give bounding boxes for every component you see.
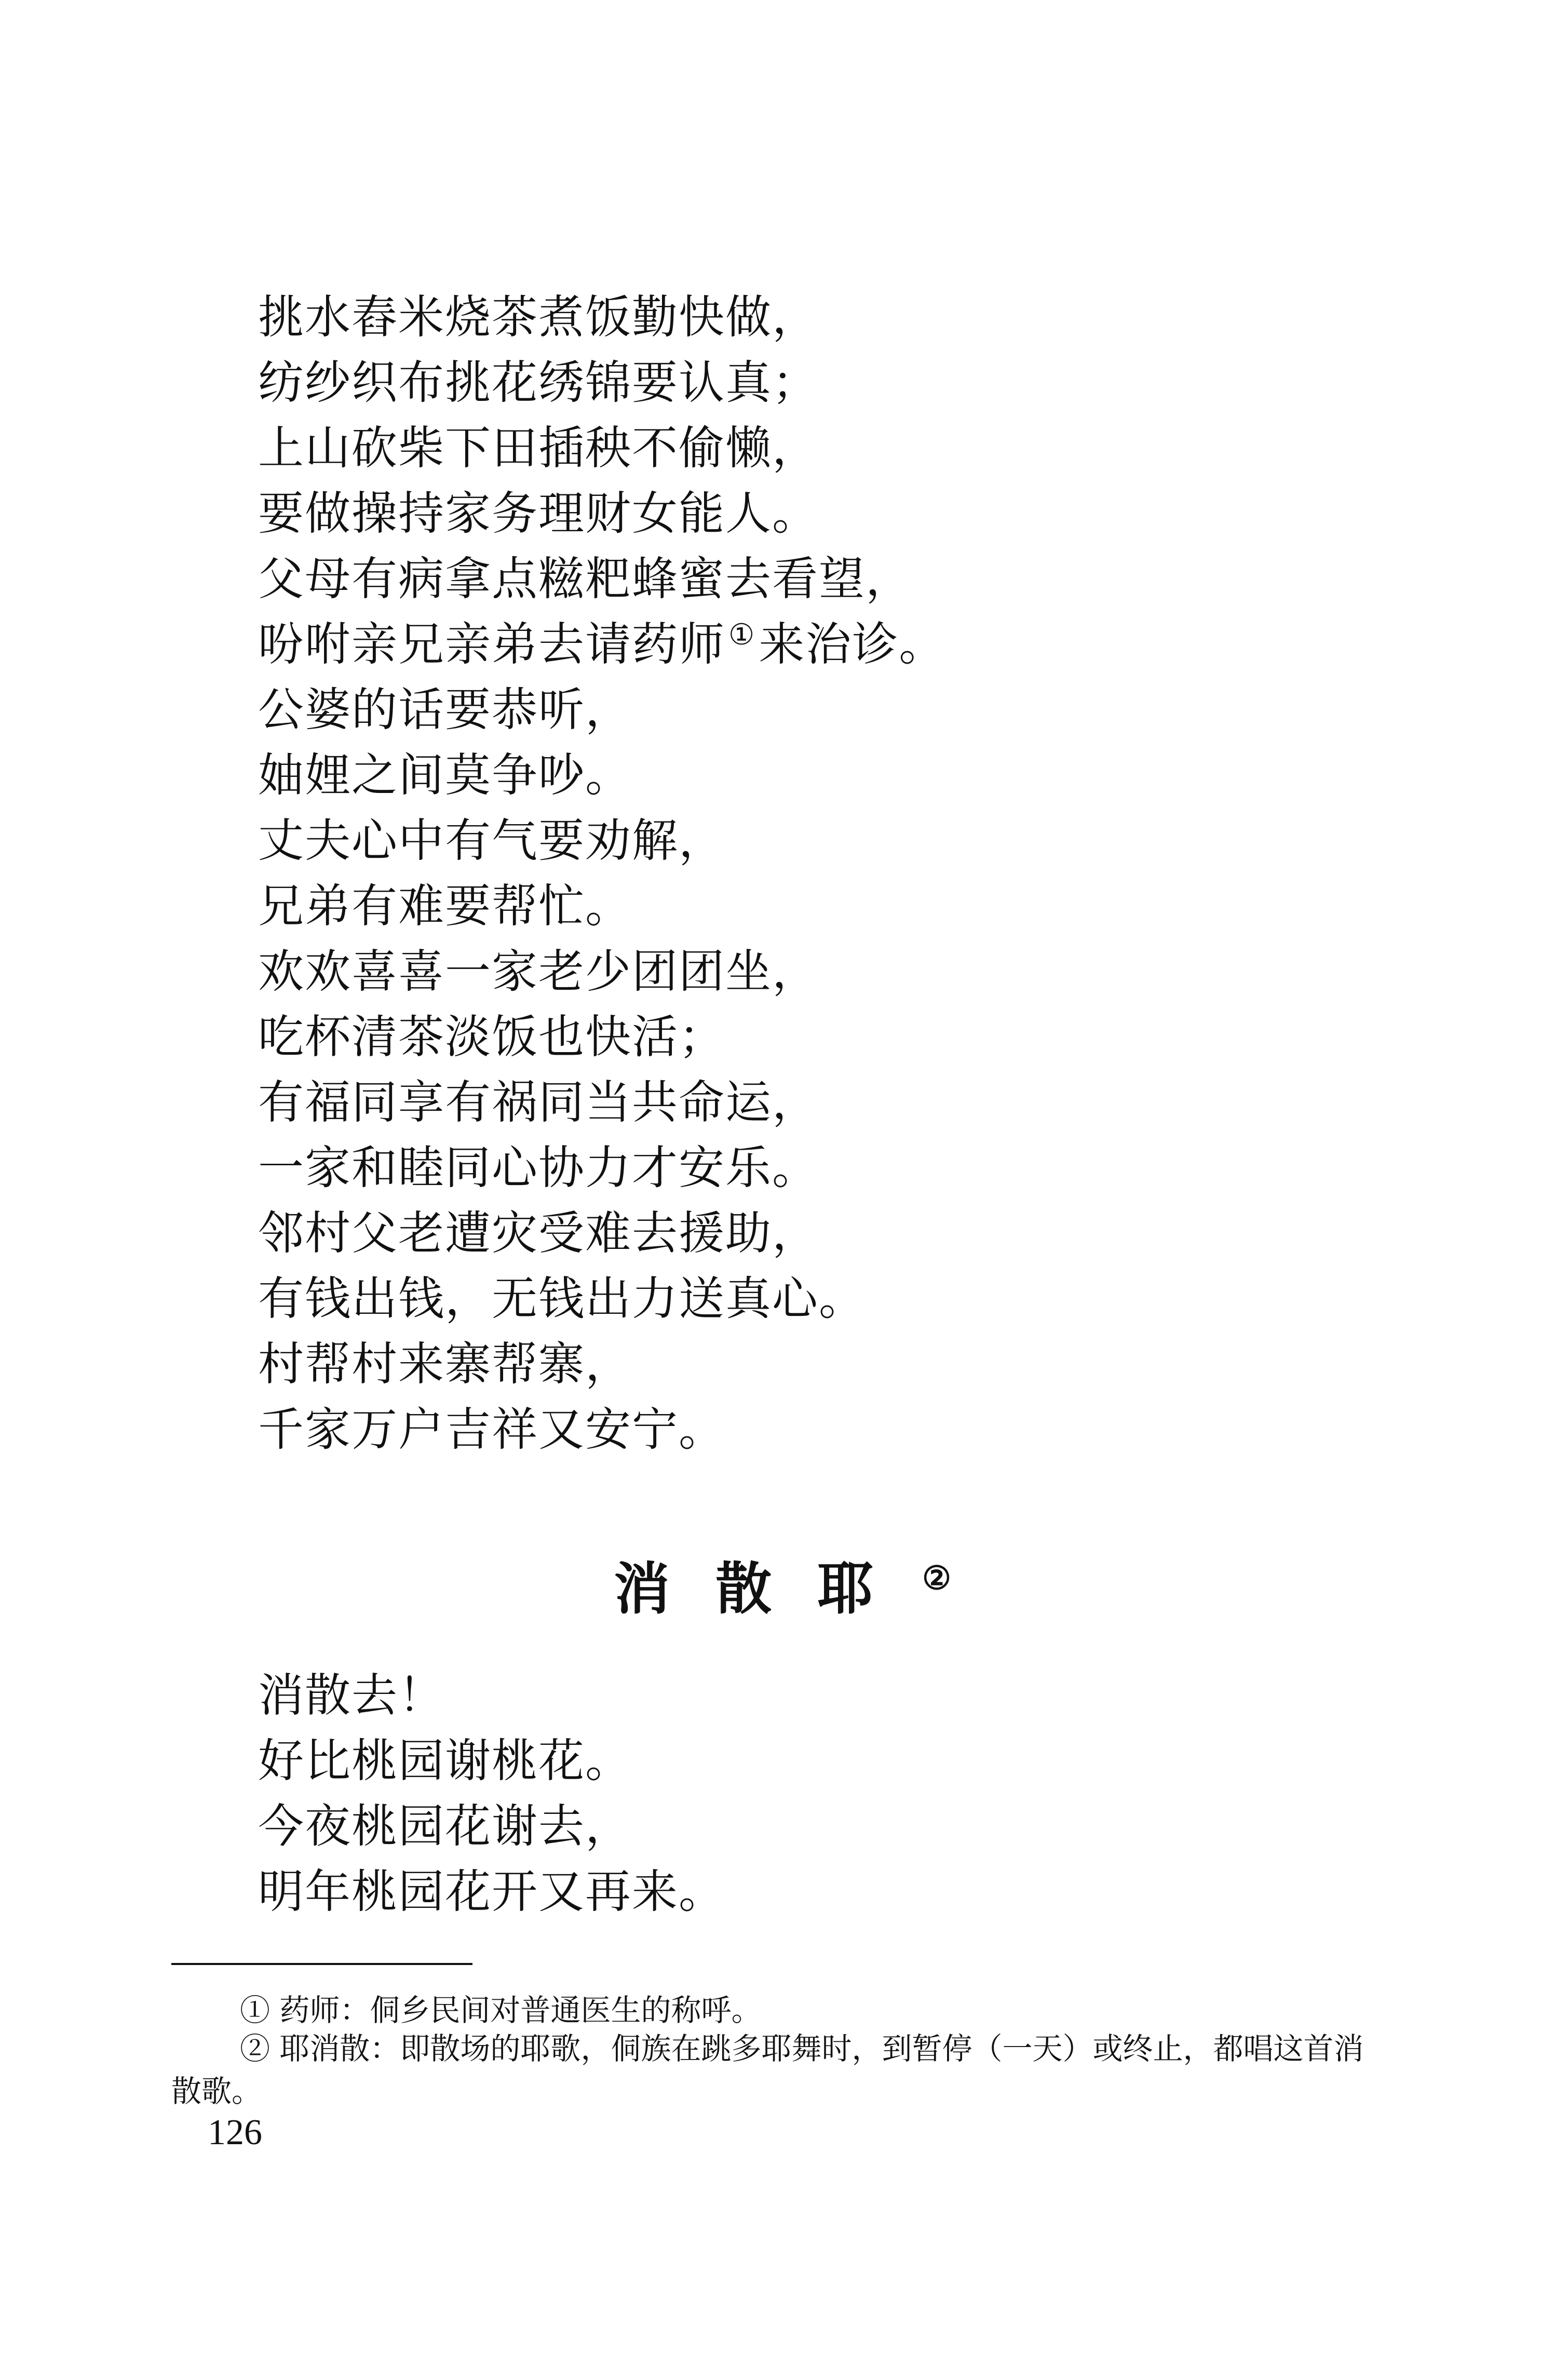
footnote-1: ① 药师：侗乡民间对普通医生的称呼。 (240, 1993, 762, 2028)
verse-line: 有福同享有祸同当共命运， (258, 1075, 819, 1129)
verse-line: 父母有病拿点糍粑蜂蜜去看望， (258, 552, 913, 606)
footnote-2: ② 耶消散：即散场的耶歌，侗族在跳多耶舞时，到暂停（一天）或终止，都唱这首消散歌。 (171, 2031, 1364, 2109)
verse-line: 挑水舂米烧茶煮饭勤快做， (258, 290, 819, 344)
footnote-divider (171, 1963, 472, 1965)
verse-line: 吃杯清茶淡饭也快活； (258, 1010, 726, 1064)
poem-verse-block (258, 285, 1400, 1462)
verse-line: 要做操持家务理财女能人。 (258, 487, 819, 540)
poem-title-text: 消散耶 (614, 1556, 920, 1622)
footnote-marker: ② (922, 1559, 951, 1597)
poem-verse-block (258, 1663, 1400, 1925)
verse-line-with-note (258, 612, 1400, 677)
verse-line: 明年桃园花开又再来。 (258, 1865, 726, 1918)
verse-line: 邻村父老遭灾受难去援助， (258, 1206, 819, 1260)
verse-line: 兄弟有难要帮忙。 (258, 879, 632, 933)
verse-line: 好比桃园谢桃花。 (258, 1734, 632, 1787)
poem-title (0, 1553, 1568, 1625)
footnote-marker: ① (728, 617, 756, 652)
verse-line: 妯娌之间莫争吵。 (258, 748, 632, 802)
verse-line: 公婆的话要恭听， (258, 683, 632, 736)
page-number: 126 (208, 2113, 262, 2152)
verse-line: 欢欢喜喜一家老少团团坐， (258, 945, 819, 998)
verse-line: 今夜桃园花谢去， (258, 1799, 632, 1853)
verse-line: 村帮村来寨帮寨， (258, 1337, 632, 1391)
verse-line: 丈夫心中有气要劝解， (258, 814, 726, 867)
verse-line: 一家和睦同心协力才安乐。 (258, 1141, 819, 1194)
verse-line: 上山砍柴下田插秧不偷懒， (258, 421, 819, 475)
verse-line: 千家万户吉祥又安宁。 (258, 1403, 726, 1456)
verse-line-tail: 来治诊。 (759, 617, 946, 671)
verse-line: 消散去！ (258, 1669, 445, 1722)
verse-line-head: 吩咐亲兄亲弟去请药师 (258, 617, 726, 671)
verse-line: 有钱出钱，无钱出力送真心。 (258, 1272, 866, 1325)
verse-line: 纺纱织布挑花绣锦要认真； (258, 356, 819, 409)
